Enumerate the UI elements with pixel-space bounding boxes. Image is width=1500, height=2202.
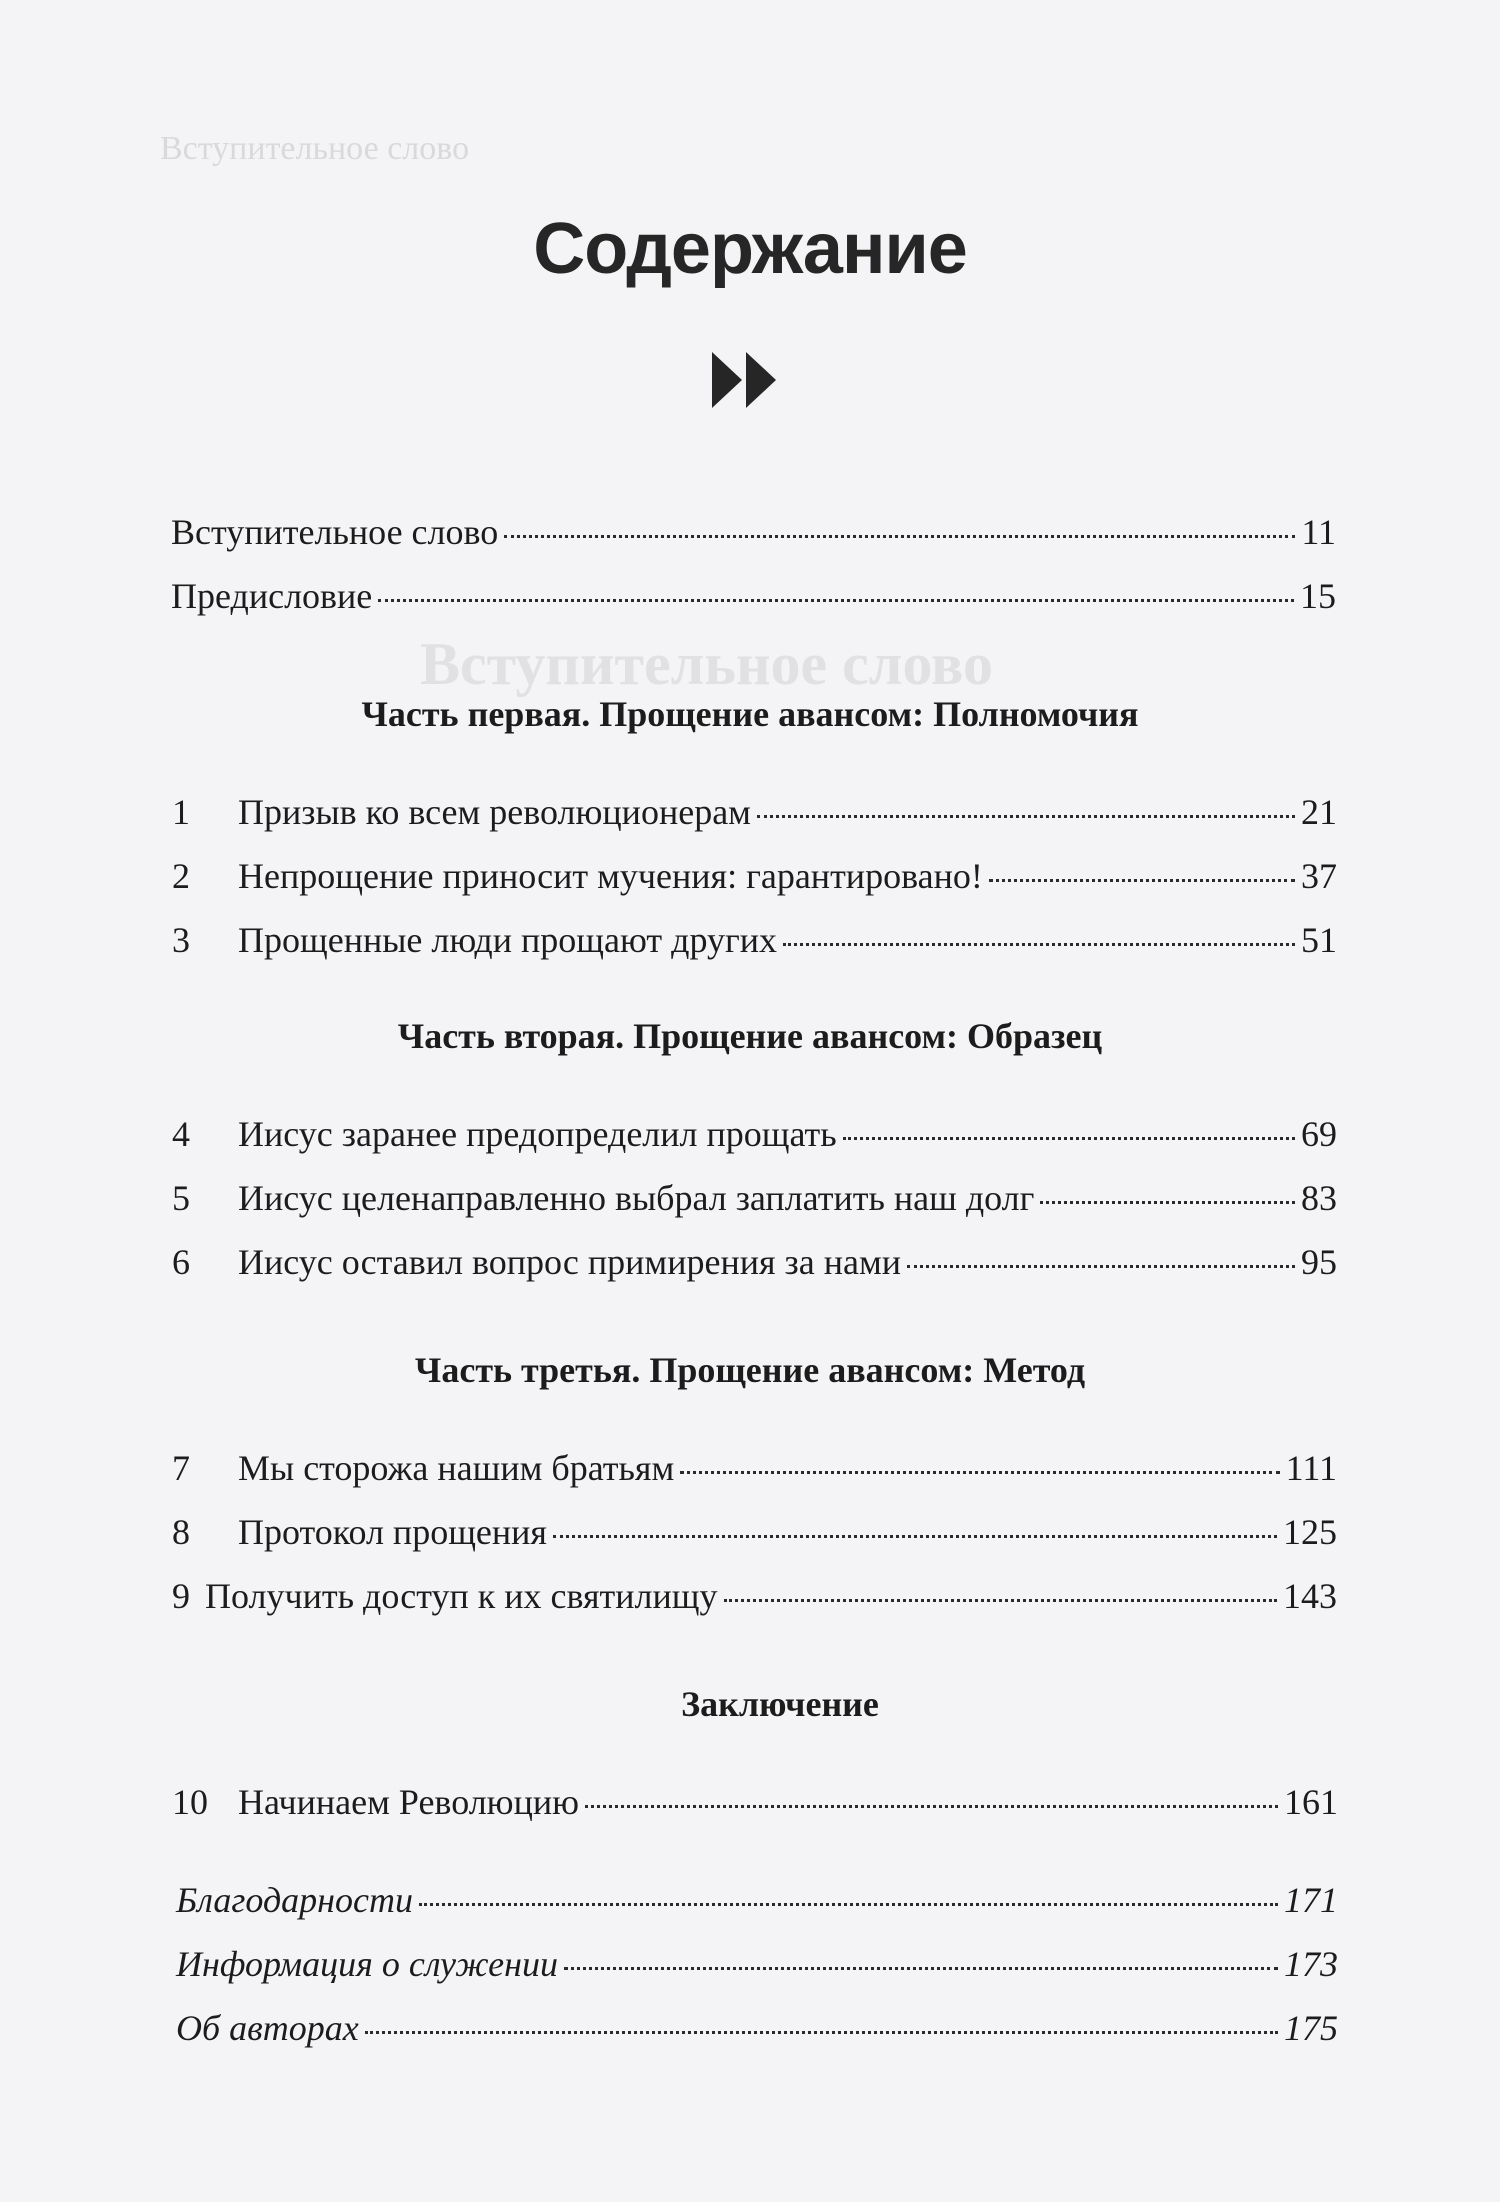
- section-heading-part-three: Часть третья. Прощение авансом: Метод: [414, 1350, 1086, 1390]
- toc-entry-title: Благодарности: [176, 1880, 413, 1920]
- dot-leader: [553, 1535, 1277, 1538]
- toc-entry-page: 69: [1301, 1114, 1337, 1154]
- chapter-number: 8: [172, 1512, 190, 1552]
- toc-entry-title: Об авторах: [176, 2008, 359, 2048]
- toc-entry-chapter-9[interactable]: [172, 1572, 1337, 1620]
- chapter-number: 4: [172, 1114, 190, 1154]
- toc-entry-title: Прощенные люди прощают других: [238, 920, 777, 960]
- dot-leader: [585, 1805, 1278, 1808]
- section-heading-part-one: Часть первая. Прощение авансом: Полномочия: [361, 694, 1139, 734]
- chapter-number: 2: [172, 856, 190, 896]
- toc-entry-title: Иисус оставил вопрос примирения за нами: [238, 1242, 902, 1282]
- dot-leader: [419, 1903, 1278, 1906]
- toc-entry-page: 161: [1284, 1782, 1338, 1822]
- toc-entry-title: Информация о служении: [176, 1944, 558, 1984]
- bleed-through-heading: Вступительное слово: [420, 631, 993, 697]
- toc-entry-title: Начинаем Революцию: [238, 1782, 579, 1822]
- dot-leader: [783, 943, 1295, 946]
- toc-entry-chapter-1[interactable]: [172, 788, 1337, 836]
- toc-entry-page: 11: [1301, 512, 1336, 552]
- dot-leader: [378, 599, 1294, 602]
- toc-entry-title: Получить доступ к их святилищу: [205, 1576, 718, 1616]
- toc-entry-chapter-3[interactable]: [172, 916, 1337, 964]
- chapter-number: 7: [172, 1448, 190, 1488]
- toc-entry-page: 175: [1284, 2008, 1338, 2048]
- toc-entry-page: 83: [1301, 1178, 1337, 1218]
- section-heading-part-two: Часть вторая. Прощение авансом: Образец: [397, 1016, 1103, 1056]
- chapter-number: 9: [172, 1576, 190, 1616]
- section-heading-conclusion: Заключение: [681, 1684, 879, 1724]
- dot-leader: [680, 1471, 1279, 1474]
- toc-entry-title: Иисус заранее предопределил прощать: [238, 1114, 837, 1154]
- chapter-number: 10: [172, 1782, 208, 1822]
- dot-leader: [504, 535, 1295, 538]
- toc-entry-title: Предисловие: [171, 576, 373, 616]
- toc-entry-chapter-10[interactable]: [172, 1778, 1338, 1826]
- toc-entry-page: 171: [1284, 1880, 1338, 1920]
- toc-entry-chapter-2[interactable]: [172, 852, 1337, 900]
- toc-entry-page: 173: [1284, 1944, 1338, 1984]
- toc-entry-foreword[interactable]: [171, 508, 1336, 556]
- dot-leader: [724, 1599, 1278, 1602]
- chapter-number: 3: [172, 920, 190, 960]
- toc-entry-chapter-8[interactable]: [172, 1508, 1337, 1556]
- dot-leader: [843, 1137, 1295, 1140]
- toc-entry-page: 143: [1283, 1576, 1337, 1616]
- toc-entry-page: 125: [1283, 1512, 1337, 1552]
- dot-leader: [757, 815, 1295, 818]
- toc-entry-page: 51: [1301, 920, 1337, 960]
- toc-entry-chapter-5[interactable]: [172, 1174, 1337, 1222]
- toc-entry-chapter-4[interactable]: [172, 1110, 1337, 1158]
- toc-entry-page: 95: [1301, 1242, 1337, 1282]
- dot-leader: [365, 2031, 1278, 2034]
- toc-entry-page: 111: [1285, 1448, 1337, 1488]
- toc-entry-title: Непрощение приносит мучения: гарантировано!: [238, 856, 983, 896]
- toc-entry-title: Протокол прощения: [238, 1512, 547, 1552]
- toc-entry-page: 21: [1301, 792, 1337, 832]
- toc-entry-about-authors[interactable]: [176, 2004, 1338, 2052]
- chapter-number: 5: [172, 1178, 190, 1218]
- chapter-number: 6: [172, 1242, 190, 1282]
- toc-entry-page: 15: [1300, 576, 1336, 616]
- toc-entry-page: 37: [1301, 856, 1337, 896]
- dot-leader: [1040, 1201, 1295, 1204]
- dot-leader: [989, 879, 1295, 882]
- double-chevron-right-icon: [712, 350, 782, 410]
- chapter-number: 1: [172, 792, 190, 832]
- toc-entry-chapter-7[interactable]: [172, 1444, 1337, 1492]
- bleed-through-running-head: Вступительное слово: [160, 130, 470, 167]
- toc-entry-chapter-6[interactable]: [172, 1238, 1337, 1286]
- toc-entry-title: Мы сторожа нашим братьям: [238, 1448, 675, 1488]
- toc-entry-ministry-info[interactable]: [176, 1940, 1338, 1988]
- dot-leader: [564, 1967, 1278, 1970]
- toc-entry-preface[interactable]: [171, 572, 1336, 620]
- toc-entry-title: Вступительное слово: [171, 512, 499, 552]
- toc-entry-title: Призыв ко всем революционерам: [238, 792, 751, 832]
- dot-leader: [907, 1265, 1295, 1268]
- toc-entry-acknowledgements[interactable]: [176, 1876, 1338, 1924]
- page-title: Содержание: [533, 209, 967, 289]
- toc-entry-title: Иисус целенаправленно выбрал заплатить наш долг: [238, 1178, 1035, 1218]
